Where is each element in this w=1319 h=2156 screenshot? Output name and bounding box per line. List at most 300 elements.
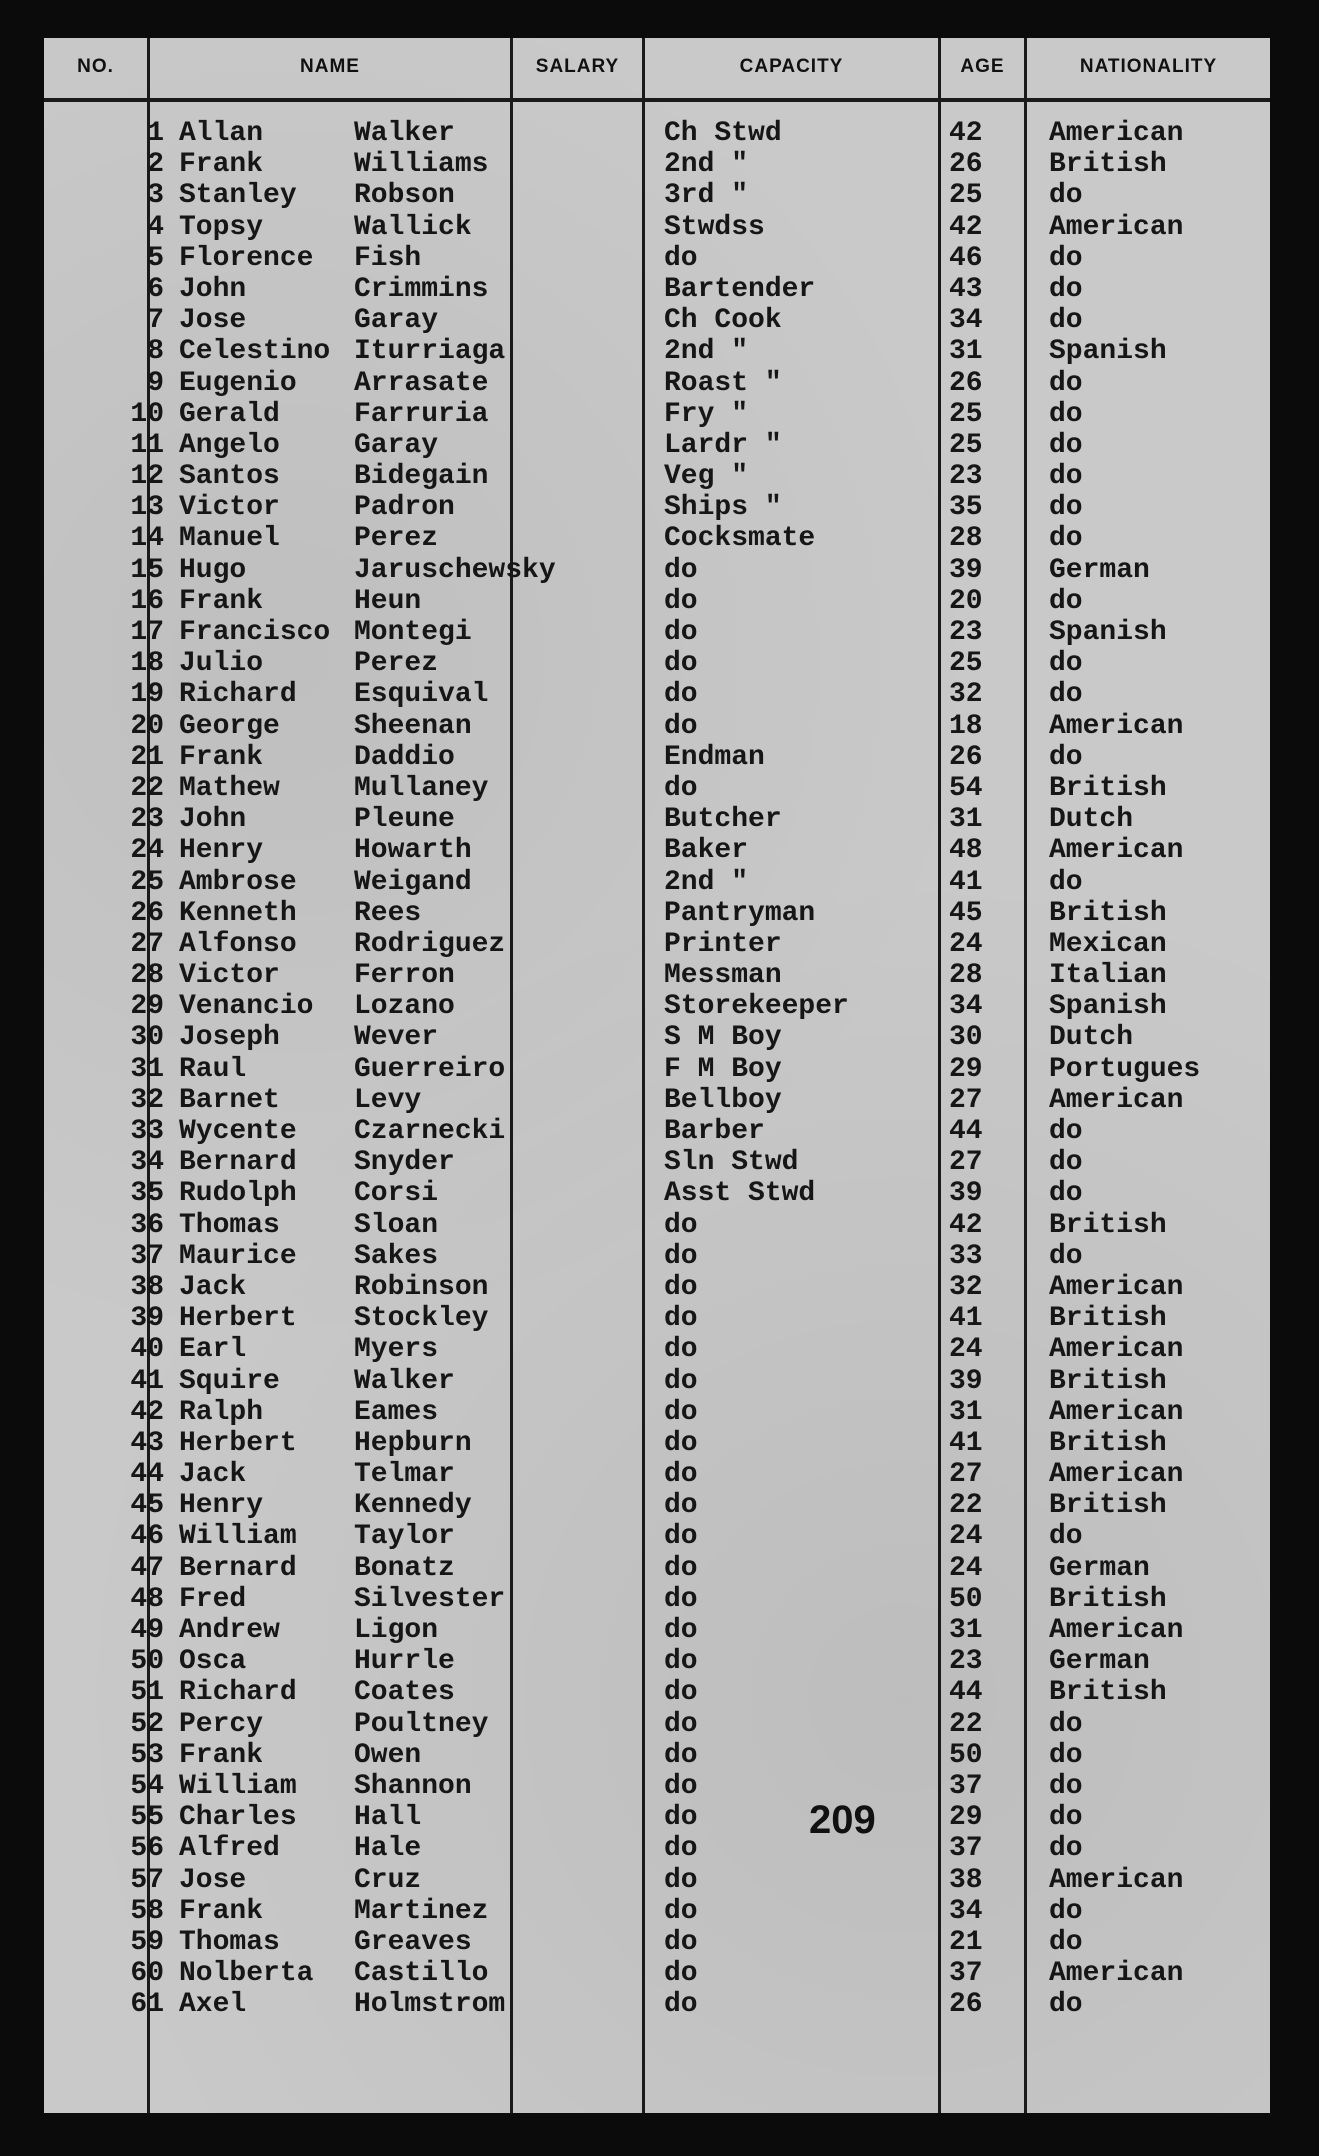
table-row <box>44 742 1270 773</box>
last-name: Guerreiro <box>354 1053 506 1085</box>
first-name: Julio <box>179 648 264 680</box>
age: 23 <box>949 461 983 493</box>
nationality: German <box>1049 1646 1150 1678</box>
age: 25 <box>949 648 983 680</box>
nationality: do <box>1049 1833 1083 1865</box>
nationality: American <box>1049 1084 1184 1116</box>
row-number: 44 <box>130 1459 164 1491</box>
last-name: Ferron <box>354 960 455 992</box>
age: 23 <box>949 1646 983 1678</box>
last-name: Telmar <box>354 1459 455 1491</box>
nationality: do <box>1049 429 1083 461</box>
first-name: Jose <box>179 1864 247 1896</box>
nationality: British <box>1049 1303 1167 1335</box>
row-number: 27 <box>130 928 164 960</box>
capacity: do <box>664 1770 698 1802</box>
row-number: 23 <box>130 804 164 836</box>
table-row <box>44 1958 1270 1989</box>
table-row <box>44 1178 1270 1209</box>
row-number: 1 <box>147 118 164 149</box>
last-name: Bonatz <box>354 1552 455 1584</box>
nationality: American <box>1049 1459 1184 1491</box>
last-name: Crimmins <box>354 273 489 305</box>
age: 21 <box>949 1926 983 1958</box>
first-name: Maurice <box>179 1240 297 1272</box>
last-name: Sheenan <box>354 710 472 742</box>
capacity: 2nd " <box>664 336 749 368</box>
table-row <box>44 1428 1270 1459</box>
nationality: do <box>1049 1989 1083 2021</box>
table-row <box>44 835 1270 866</box>
nationality: American <box>1049 211 1184 243</box>
last-name: Farruria <box>354 398 489 430</box>
age: 44 <box>949 1677 983 1709</box>
age: 45 <box>949 897 983 929</box>
nationality: German <box>1049 554 1150 586</box>
nationality: British <box>1049 1209 1167 1241</box>
table-row <box>44 991 1270 1022</box>
capacity: do <box>664 585 698 617</box>
table-row <box>44 1272 1270 1303</box>
nationality: do <box>1049 1739 1083 1771</box>
first-name: Barnet <box>179 1084 280 1116</box>
age: 25 <box>949 180 983 212</box>
capacity: Bartender <box>664 273 816 305</box>
last-name: Levy <box>354 1084 422 1116</box>
row-number: 22 <box>130 772 164 804</box>
table-row <box>44 648 1270 679</box>
age: 31 <box>949 336 983 368</box>
last-name: Eames <box>354 1396 439 1428</box>
capacity: do <box>664 710 698 742</box>
last-name: Fish <box>354 242 422 274</box>
table-row <box>44 1802 1270 1833</box>
capacity: do <box>664 1240 698 1272</box>
table-row <box>44 1054 1270 1085</box>
nationality: Spanish <box>1049 617 1167 648</box>
first-name: John <box>179 804 247 836</box>
row-number: 30 <box>130 1022 164 1054</box>
last-name: Taylor <box>354 1521 455 1553</box>
nationality: do <box>1049 242 1083 274</box>
nationality: American <box>1049 1334 1184 1366</box>
capacity: Ch Cook <box>664 305 782 337</box>
first-name: Ralph <box>179 1396 264 1428</box>
table-row <box>44 773 1270 804</box>
age: 26 <box>949 1989 983 2021</box>
age: 26 <box>949 149 983 181</box>
row-number: 47 <box>130 1552 164 1584</box>
capacity: Endman <box>664 741 765 773</box>
row-number: 13 <box>130 492 164 524</box>
row-number: 37 <box>130 1240 164 1272</box>
first-name: Bernard <box>179 1552 297 1584</box>
nationality: do <box>1049 1895 1083 1927</box>
capacity: Messman <box>664 960 782 992</box>
row-number: 16 <box>130 585 164 617</box>
last-name: Padron <box>354 492 455 524</box>
table-row <box>44 461 1270 492</box>
header-rule <box>44 98 1270 102</box>
row-number: 42 <box>130 1396 164 1428</box>
capacity: do <box>664 1864 698 1896</box>
last-name: Sakes <box>354 1240 439 1272</box>
table-row <box>44 1989 1270 2020</box>
age: 18 <box>949 710 983 742</box>
table-row <box>44 1865 1270 1896</box>
capacity: Ships " <box>664 492 782 524</box>
row-number: 35 <box>130 1178 164 1210</box>
age: 27 <box>949 1147 983 1179</box>
age: 41 <box>949 866 983 898</box>
capacity: Roast " <box>664 367 782 399</box>
row-number: 20 <box>130 710 164 742</box>
first-name: Venancio <box>179 991 314 1023</box>
row-number: 15 <box>130 554 164 586</box>
nationality: do <box>1049 1178 1083 1210</box>
row-number: 19 <box>130 679 164 711</box>
nationality: Italian <box>1049 960 1167 992</box>
last-name: Hepburn <box>354 1427 472 1459</box>
row-number: 61 <box>130 1989 164 2021</box>
first-name: Osca <box>179 1646 247 1678</box>
capacity: do <box>664 1396 698 1428</box>
nationality: do <box>1049 741 1083 773</box>
last-name: Castillo <box>354 1958 489 1990</box>
age: 27 <box>949 1084 983 1116</box>
table-row <box>44 1584 1270 1615</box>
capacity: do <box>664 1646 698 1678</box>
capacity: do <box>664 1802 698 1834</box>
first-name: Henry <box>179 835 264 867</box>
first-name: Alfred <box>179 1833 280 1865</box>
first-name: Wycente <box>179 1116 297 1147</box>
capacity: Bellboy <box>664 1084 782 1116</box>
age: 41 <box>949 1303 983 1335</box>
table-row <box>44 1210 1270 1241</box>
last-name: Kennedy <box>354 1490 472 1522</box>
capacity: Pantryman <box>664 897 816 929</box>
first-name: Gerald <box>179 398 280 430</box>
age: 30 <box>949 1022 983 1054</box>
capacity: do <box>664 1552 698 1584</box>
first-name: Angelo <box>179 429 280 461</box>
capacity: do <box>664 617 698 648</box>
table-row <box>44 1677 1270 1708</box>
header-salary: SALARY <box>535 56 620 77</box>
table-row <box>44 1397 1270 1428</box>
table-row <box>44 1553 1270 1584</box>
age: 50 <box>949 1739 983 1771</box>
age: 31 <box>949 804 983 836</box>
first-name: Percy <box>179 1708 264 1740</box>
row-number: 21 <box>130 741 164 773</box>
row-number: 38 <box>130 1271 164 1303</box>
age: 44 <box>949 1116 983 1147</box>
nationality: German <box>1049 1552 1150 1584</box>
row-number: 8 <box>147 336 164 368</box>
age: 20 <box>949 585 983 617</box>
first-name: Frank <box>179 1739 264 1771</box>
first-name: Allan <box>179 118 264 149</box>
row-number: 26 <box>130 897 164 929</box>
age: 24 <box>949 1521 983 1553</box>
age: 46 <box>949 242 983 274</box>
nationality: American <box>1049 710 1184 742</box>
age: 39 <box>949 1365 983 1397</box>
last-name: Silvester <box>354 1583 506 1615</box>
row-number: 56 <box>130 1833 164 1865</box>
table-row <box>44 243 1270 274</box>
age: 25 <box>949 429 983 461</box>
table-row <box>44 1615 1270 1646</box>
row-number: 10 <box>130 398 164 430</box>
capacity: do <box>664 1459 698 1491</box>
row-number: 28 <box>130 960 164 992</box>
last-name: Bidegain <box>354 461 489 493</box>
age: 24 <box>949 1334 983 1366</box>
last-name: Pleune <box>354 804 455 836</box>
capacity: do <box>664 1926 698 1958</box>
last-name: Howarth <box>354 835 472 867</box>
age: 34 <box>949 991 983 1023</box>
age: 27 <box>949 1459 983 1491</box>
age: 48 <box>949 835 983 867</box>
row-number: 54 <box>130 1770 164 1802</box>
table-row <box>44 1927 1270 1958</box>
first-name: Thomas <box>179 1209 280 1241</box>
table-row <box>44 960 1270 991</box>
nationality: British <box>1049 1427 1167 1459</box>
age: 37 <box>949 1958 983 1990</box>
last-name: Mullaney <box>354 772 489 804</box>
nationality: British <box>1049 1490 1167 1522</box>
capacity: do <box>664 1334 698 1366</box>
row-number: 36 <box>130 1209 164 1241</box>
nationality: do <box>1049 180 1083 212</box>
nationality: Dutch <box>1049 1022 1134 1054</box>
first-name: William <box>179 1521 297 1553</box>
table-row <box>44 180 1270 211</box>
nationality: Dutch <box>1049 804 1134 836</box>
first-name: Stanley <box>179 180 297 212</box>
first-name: Nolberta <box>179 1958 314 1990</box>
capacity: do <box>664 1677 698 1709</box>
capacity: do <box>664 1490 698 1522</box>
capacity: Asst Stwd <box>664 1178 816 1210</box>
table-row <box>44 1490 1270 1521</box>
row-number: 9 <box>147 367 164 399</box>
last-name: Ligon <box>354 1615 439 1646</box>
first-name: Frank <box>179 741 264 773</box>
first-name: Thomas <box>179 1926 280 1958</box>
table-row <box>44 118 1270 149</box>
table-row <box>44 586 1270 617</box>
header-age: AGE <box>960 56 1005 77</box>
last-name: Robinson <box>354 1271 489 1303</box>
last-name: Rees <box>354 897 422 929</box>
age: 31 <box>949 1396 983 1428</box>
table-row <box>44 1366 1270 1397</box>
last-name: Rodriguez <box>354 928 506 960</box>
first-name: Raul <box>179 1053 247 1085</box>
nationality: British <box>1049 1677 1167 1709</box>
table-row <box>44 617 1270 648</box>
first-name: Frank <box>179 585 264 617</box>
nationality: American <box>1049 835 1184 867</box>
nationality: do <box>1049 461 1083 493</box>
first-name: Charles <box>179 1802 297 1834</box>
first-name: Manuel <box>179 523 280 555</box>
age: 43 <box>949 273 983 305</box>
row-number: 41 <box>130 1365 164 1397</box>
capacity: Storekeeper <box>664 991 849 1023</box>
last-name: Esquival <box>354 679 489 711</box>
table-row <box>44 1022 1270 1053</box>
age: 35 <box>949 492 983 524</box>
age: 50 <box>949 1583 983 1615</box>
first-name: Axel <box>179 1989 247 2021</box>
table-row <box>44 1740 1270 1771</box>
table-row <box>44 1085 1270 1116</box>
last-name: Martinez <box>354 1895 489 1927</box>
table-row <box>44 929 1270 960</box>
age: 41 <box>949 1427 983 1459</box>
row-number: 25 <box>130 866 164 898</box>
age: 29 <box>949 1053 983 1085</box>
nationality: do <box>1049 1926 1083 1958</box>
last-name: Arrasate <box>354 367 489 399</box>
nationality: American <box>1049 1958 1184 1990</box>
capacity: Lardr " <box>664 429 782 461</box>
last-name: Montegi <box>354 617 472 648</box>
row-number: 12 <box>130 461 164 493</box>
row-number: 11 <box>130 429 164 461</box>
row-number: 45 <box>130 1490 164 1522</box>
nationality: do <box>1049 1116 1083 1147</box>
table-row <box>44 1241 1270 1272</box>
nationality: do <box>1049 492 1083 524</box>
capacity: 3rd " <box>664 180 749 212</box>
capacity: 2nd " <box>664 866 749 898</box>
row-number: 24 <box>130 835 164 867</box>
age: 39 <box>949 1178 983 1210</box>
first-name: Victor <box>179 960 280 992</box>
capacity: do <box>664 1209 698 1241</box>
age: 42 <box>949 1209 983 1241</box>
first-name: Herbert <box>179 1427 297 1459</box>
last-name: Cruz <box>354 1864 422 1896</box>
table-row <box>44 711 1270 742</box>
first-name: Santos <box>179 461 280 493</box>
last-name: Hall <box>354 1802 422 1834</box>
age: 29 <box>949 1802 983 1834</box>
table-row <box>44 1459 1270 1490</box>
table-row <box>44 149 1270 180</box>
nationality: American <box>1049 1615 1184 1646</box>
capacity: 2nd " <box>664 149 749 181</box>
table-row <box>44 679 1270 710</box>
row-number: 2 <box>147 149 164 181</box>
first-name: Kenneth <box>179 897 297 929</box>
row-number: 33 <box>130 1116 164 1147</box>
first-name: Florence <box>179 242 314 274</box>
first-name: Jack <box>179 1459 247 1491</box>
age: 26 <box>949 367 983 399</box>
last-name: Garay <box>354 429 439 461</box>
last-name: Corsi <box>354 1178 439 1210</box>
first-name: Topsy <box>179 211 264 243</box>
nationality: British <box>1049 772 1167 804</box>
capacity: do <box>664 648 698 680</box>
capacity: do <box>664 1271 698 1303</box>
row-number: 17 <box>130 617 164 648</box>
first-name: Andrew <box>179 1615 280 1646</box>
nationality: British <box>1049 1583 1167 1615</box>
header-name: NAME <box>300 56 360 77</box>
nationality: Portugues <box>1049 1053 1201 1085</box>
last-name: Iturriaga <box>354 336 506 368</box>
last-name: Snyder <box>354 1147 455 1179</box>
table-row <box>44 1303 1270 1334</box>
first-name: Jose <box>179 305 247 337</box>
first-name: Hugo <box>179 554 247 586</box>
nationality: American <box>1049 1396 1184 1428</box>
row-number: 60 <box>130 1958 164 1990</box>
table-row <box>44 1521 1270 1552</box>
nationality: do <box>1049 1521 1083 1553</box>
age: 26 <box>949 741 983 773</box>
nationality: do <box>1049 305 1083 337</box>
capacity: Veg " <box>664 461 749 493</box>
nationality: do <box>1049 367 1083 399</box>
age: 37 <box>949 1770 983 1802</box>
nationality: do <box>1049 1770 1083 1802</box>
crew-list-sheet <box>44 38 1270 2113</box>
capacity: Butcher <box>664 804 782 836</box>
last-name: Walker <box>354 1365 455 1397</box>
first-name: John <box>179 273 247 305</box>
capacity: Fry " <box>664 398 749 430</box>
last-name: Walker <box>354 118 455 149</box>
table-row <box>44 492 1270 523</box>
nationality: do <box>1049 1240 1083 1272</box>
last-name: Perez <box>354 523 439 555</box>
nationality: Spanish <box>1049 991 1167 1023</box>
capacity: S M Boy <box>664 1022 782 1054</box>
row-number: 4 <box>147 211 164 243</box>
last-name: Poultney <box>354 1708 489 1740</box>
age: 33 <box>949 1240 983 1272</box>
age: 32 <box>949 679 983 711</box>
header-capacity: CAPACITY <box>739 56 844 77</box>
row-number: 50 <box>130 1646 164 1678</box>
age: 22 <box>949 1708 983 1740</box>
nationality: do <box>1049 648 1083 680</box>
row-number: 49 <box>130 1615 164 1646</box>
age: 34 <box>949 305 983 337</box>
age: 28 <box>949 960 983 992</box>
age: 23 <box>949 617 983 648</box>
nationality: American <box>1049 1864 1184 1896</box>
row-number: 46 <box>130 1521 164 1553</box>
first-name: Frank <box>179 1895 264 1927</box>
capacity: do <box>664 1303 698 1335</box>
nationality: British <box>1049 149 1167 181</box>
table-row <box>44 867 1270 898</box>
row-number: 48 <box>130 1583 164 1615</box>
last-name: Shannon <box>354 1770 472 1802</box>
